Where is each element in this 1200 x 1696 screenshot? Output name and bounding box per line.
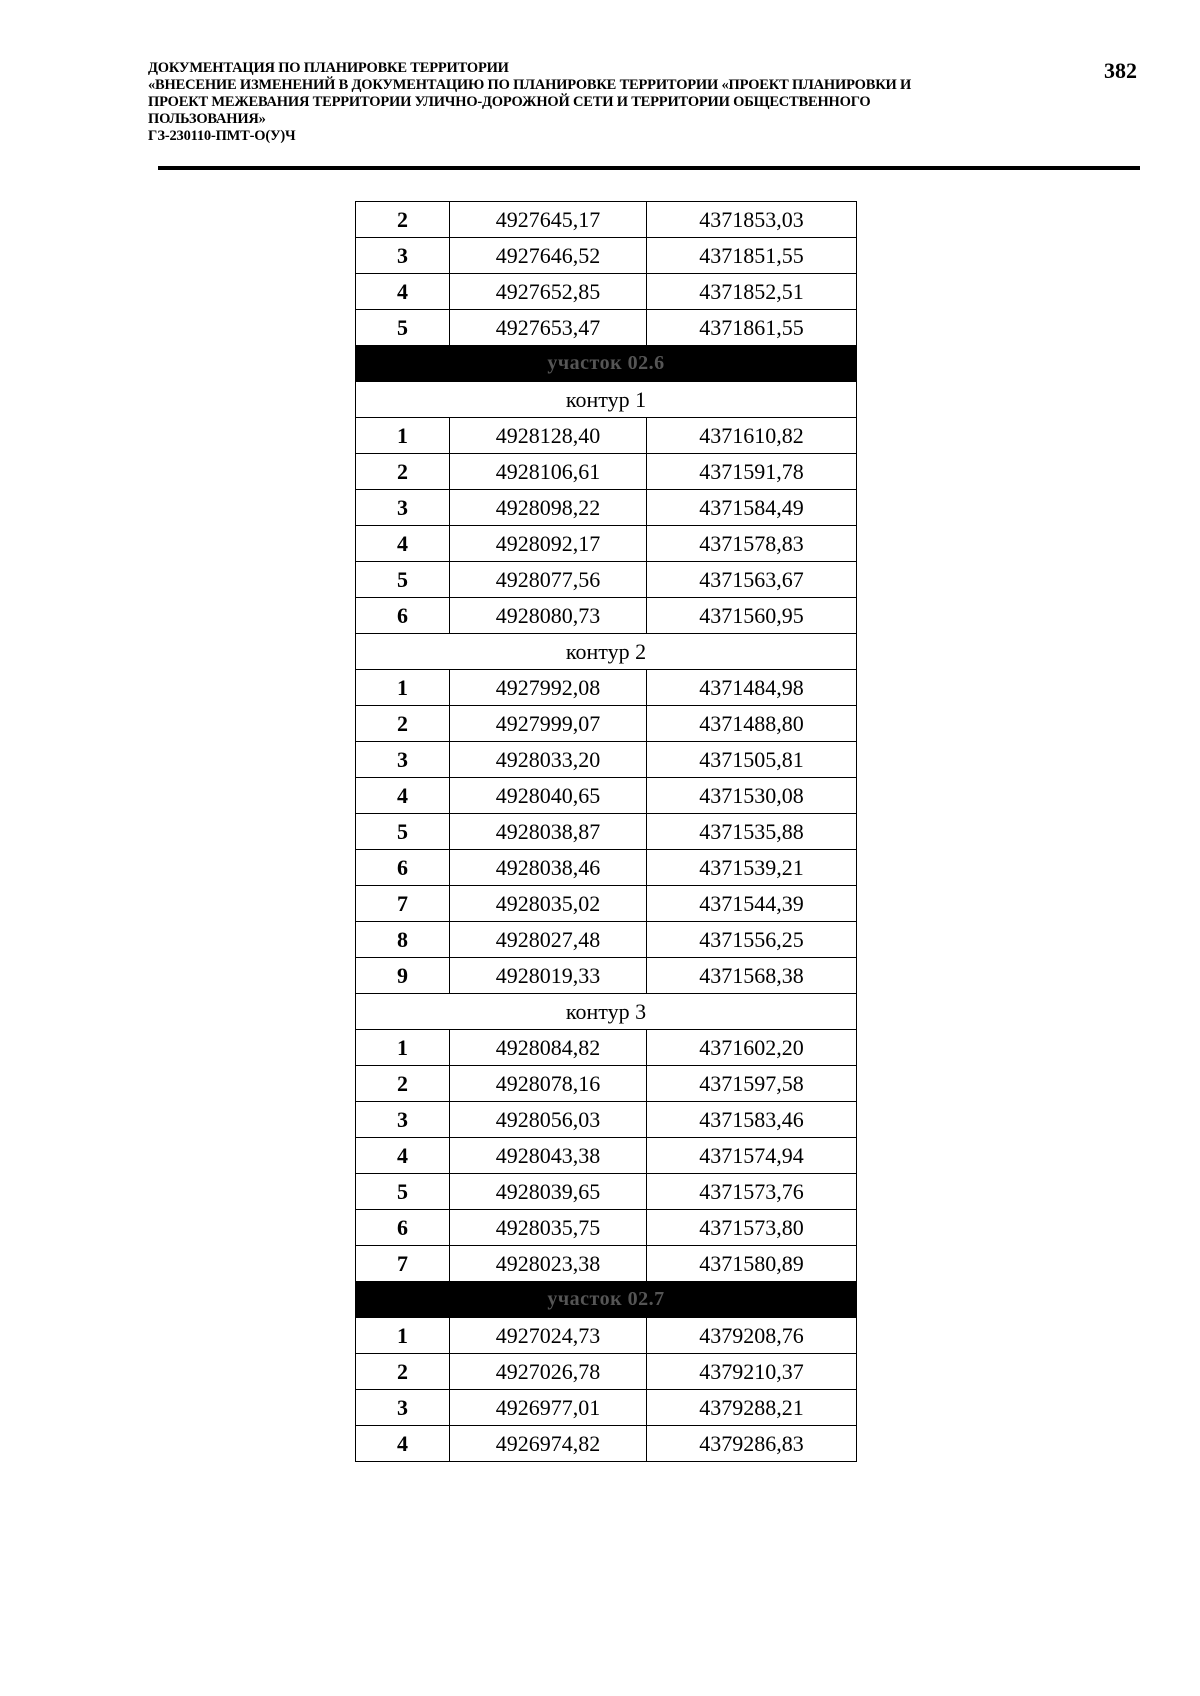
x-coordinate-cell: 4928038,46 bbox=[450, 850, 647, 886]
x-coordinate-cell: 4927026,78 bbox=[450, 1354, 647, 1390]
table-row bbox=[356, 598, 857, 634]
point-number-cell: 5 bbox=[356, 814, 450, 850]
y-coordinate-cell: 4371861,55 bbox=[647, 310, 857, 346]
x-coordinate-cell: 4927646,52 bbox=[450, 238, 647, 274]
x-coordinate-cell: 4928027,48 bbox=[450, 922, 647, 958]
x-coordinate-cell: 4928077,56 bbox=[450, 562, 647, 598]
y-coordinate-cell: 4371484,98 bbox=[647, 670, 857, 706]
point-number-cell: 1 bbox=[356, 1030, 450, 1066]
document-code: ГЗ-230110-ПМТ-О(У)Ч bbox=[148, 128, 296, 144]
y-coordinate-cell: 4371602,20 bbox=[647, 1030, 857, 1066]
x-coordinate-cell: 4928098,22 bbox=[450, 490, 647, 526]
point-number-cell: 3 bbox=[356, 490, 450, 526]
contour-header-row bbox=[356, 994, 857, 1030]
point-number-cell: 3 bbox=[356, 238, 450, 274]
section-label: участок 02.6 bbox=[356, 346, 857, 382]
point-number-cell: 7 bbox=[356, 1246, 450, 1282]
header-line: ДОКУМЕНТАЦИЯ ПО ПЛАНИРОВКЕ ТЕРРИТОРИИ bbox=[148, 60, 509, 76]
table-row bbox=[356, 418, 857, 454]
point-number-cell: 4 bbox=[356, 1138, 450, 1174]
y-coordinate-cell: 4371530,08 bbox=[647, 778, 857, 814]
x-coordinate-cell: 4927024,73 bbox=[450, 1318, 647, 1354]
contour-header-row bbox=[356, 382, 857, 418]
contour-header-row bbox=[356, 634, 857, 670]
x-coordinate-cell: 4928084,82 bbox=[450, 1030, 647, 1066]
y-coordinate-cell: 4371488,80 bbox=[647, 706, 857, 742]
table-row bbox=[356, 1426, 857, 1462]
table-row bbox=[356, 670, 857, 706]
x-coordinate-cell: 4928038,87 bbox=[450, 814, 647, 850]
point-number-cell: 9 bbox=[356, 958, 450, 994]
x-coordinate-cell: 4928078,16 bbox=[450, 1066, 647, 1102]
point-number-cell: 4 bbox=[356, 274, 450, 310]
y-coordinate-cell: 4371573,80 bbox=[647, 1210, 857, 1246]
header-line: «ВНЕСЕНИЕ ИЗМЕНЕНИЙ В ДОКУМЕНТАЦИЮ ПО ПЛАНИРОВКЕ ТЕРРИТОРИИ «ПРОЕКТ ПЛАНИРОВКИ И bbox=[148, 77, 912, 93]
table-row bbox=[356, 1390, 857, 1426]
page-number: 382 bbox=[1104, 58, 1137, 83]
table-row bbox=[356, 958, 857, 994]
y-coordinate-cell: 4379286,83 bbox=[647, 1426, 857, 1462]
table-row bbox=[356, 1210, 857, 1246]
point-number-cell: 2 bbox=[356, 454, 450, 490]
y-coordinate-cell: 4371852,51 bbox=[647, 274, 857, 310]
x-coordinate-cell: 4927992,08 bbox=[450, 670, 647, 706]
table-row bbox=[356, 274, 857, 310]
x-coordinate-cell: 4927999,07 bbox=[450, 706, 647, 742]
x-coordinate-cell: 4928023,38 bbox=[450, 1246, 647, 1282]
y-coordinate-cell: 4379210,37 bbox=[647, 1354, 857, 1390]
table-row bbox=[356, 886, 857, 922]
table-row bbox=[356, 1318, 857, 1354]
x-coordinate-cell: 4928035,75 bbox=[450, 1210, 647, 1246]
x-coordinate-cell: 4927652,85 bbox=[450, 274, 647, 310]
table-row bbox=[356, 310, 857, 346]
x-coordinate-cell: 4928056,03 bbox=[450, 1102, 647, 1138]
point-number-cell: 6 bbox=[356, 850, 450, 886]
table-row bbox=[356, 850, 857, 886]
y-coordinate-cell: 4371539,21 bbox=[647, 850, 857, 886]
table-row bbox=[356, 778, 857, 814]
page-header bbox=[148, 60, 1048, 145]
table-row bbox=[356, 1102, 857, 1138]
table-row bbox=[356, 202, 857, 238]
point-number-cell: 8 bbox=[356, 922, 450, 958]
header-divider bbox=[158, 166, 1140, 170]
contour-label: контур 3 bbox=[356, 994, 857, 1030]
point-number-cell: 4 bbox=[356, 778, 450, 814]
point-number-cell: 6 bbox=[356, 598, 450, 634]
x-coordinate-cell: 4928092,17 bbox=[450, 526, 647, 562]
x-coordinate-cell: 4928033,20 bbox=[450, 742, 647, 778]
table-row bbox=[356, 238, 857, 274]
point-number-cell: 2 bbox=[356, 202, 450, 238]
y-coordinate-cell: 4371580,89 bbox=[647, 1246, 857, 1282]
table-row bbox=[356, 1246, 857, 1282]
point-number-cell: 1 bbox=[356, 418, 450, 454]
contour-label: контур 1 bbox=[356, 382, 857, 418]
document-title-block bbox=[148, 60, 1048, 145]
point-number-cell: 1 bbox=[356, 670, 450, 706]
x-coordinate-cell: 4927645,17 bbox=[450, 202, 647, 238]
point-number-cell: 2 bbox=[356, 1066, 450, 1102]
coordinates-table-body bbox=[356, 202, 857, 1462]
section-label: участок 02.7 bbox=[356, 1282, 857, 1318]
x-coordinate-cell: 4927653,47 bbox=[450, 310, 647, 346]
x-coordinate-cell: 4928128,40 bbox=[450, 418, 647, 454]
y-coordinate-cell: 4371591,78 bbox=[647, 454, 857, 490]
y-coordinate-cell: 4371535,88 bbox=[647, 814, 857, 850]
section-header-row bbox=[356, 1282, 857, 1318]
table-row bbox=[356, 454, 857, 490]
table-row bbox=[356, 1030, 857, 1066]
point-number-cell: 4 bbox=[356, 1426, 450, 1462]
table-row bbox=[356, 562, 857, 598]
y-coordinate-cell: 4379288,21 bbox=[647, 1390, 857, 1426]
point-number-cell: 3 bbox=[356, 742, 450, 778]
x-coordinate-cell: 4928039,65 bbox=[450, 1174, 647, 1210]
y-coordinate-cell: 4371597,58 bbox=[647, 1066, 857, 1102]
table-row bbox=[356, 742, 857, 778]
y-coordinate-cell: 4371573,76 bbox=[647, 1174, 857, 1210]
y-coordinate-cell: 4371556,25 bbox=[647, 922, 857, 958]
y-coordinate-cell: 4371505,81 bbox=[647, 742, 857, 778]
y-coordinate-cell: 4371568,38 bbox=[647, 958, 857, 994]
point-number-cell: 4 bbox=[356, 526, 450, 562]
x-coordinate-cell: 4928040,65 bbox=[450, 778, 647, 814]
y-coordinate-cell: 4371574,94 bbox=[647, 1138, 857, 1174]
x-coordinate-cell: 4926977,01 bbox=[450, 1390, 647, 1426]
point-number-cell: 5 bbox=[356, 1174, 450, 1210]
table-row bbox=[356, 1138, 857, 1174]
point-number-cell: 3 bbox=[356, 1390, 450, 1426]
y-coordinate-cell: 4371853,03 bbox=[647, 202, 857, 238]
table-row bbox=[356, 706, 857, 742]
point-number-cell: 3 bbox=[356, 1102, 450, 1138]
header-line: ПОЛЬЗОВАНИЯ» bbox=[148, 111, 266, 127]
y-coordinate-cell: 4371610,82 bbox=[647, 418, 857, 454]
table-row bbox=[356, 922, 857, 958]
table-row bbox=[356, 526, 857, 562]
x-coordinate-cell: 4928106,61 bbox=[450, 454, 647, 490]
x-coordinate-cell: 4928019,33 bbox=[450, 958, 647, 994]
table-row bbox=[356, 1354, 857, 1390]
point-number-cell: 5 bbox=[356, 562, 450, 598]
point-number-cell: 5 bbox=[356, 310, 450, 346]
coordinates-table bbox=[355, 201, 857, 1462]
y-coordinate-cell: 4371560,95 bbox=[647, 598, 857, 634]
y-coordinate-cell: 4371851,55 bbox=[647, 238, 857, 274]
y-coordinate-cell: 4371583,46 bbox=[647, 1102, 857, 1138]
point-number-cell: 7 bbox=[356, 886, 450, 922]
table-row bbox=[356, 814, 857, 850]
y-coordinate-cell: 4371544,39 bbox=[647, 886, 857, 922]
coordinates-table-container bbox=[355, 201, 856, 1462]
point-number-cell: 2 bbox=[356, 706, 450, 742]
x-coordinate-cell: 4928035,02 bbox=[450, 886, 647, 922]
y-coordinate-cell: 4371563,67 bbox=[647, 562, 857, 598]
header-line: ПРОЕКТ МЕЖЕВАНИЯ ТЕРРИТОРИИ УЛИЧНО-ДОРОЖНОЙ СЕТИ И ТЕРРИТОРИИ ОБЩЕСТВЕННОГО bbox=[148, 94, 871, 110]
table-row bbox=[356, 1174, 857, 1210]
table-row bbox=[356, 1066, 857, 1102]
x-coordinate-cell: 4928043,38 bbox=[450, 1138, 647, 1174]
x-coordinate-cell: 4926974,82 bbox=[450, 1426, 647, 1462]
point-number-cell: 6 bbox=[356, 1210, 450, 1246]
point-number-cell: 2 bbox=[356, 1354, 450, 1390]
y-coordinate-cell: 4371584,49 bbox=[647, 490, 857, 526]
section-header-row bbox=[356, 346, 857, 382]
contour-label: контур 2 bbox=[356, 634, 857, 670]
y-coordinate-cell: 4371578,83 bbox=[647, 526, 857, 562]
y-coordinate-cell: 4379208,76 bbox=[647, 1318, 857, 1354]
table-row bbox=[356, 490, 857, 526]
x-coordinate-cell: 4928080,73 bbox=[450, 598, 647, 634]
point-number-cell: 1 bbox=[356, 1318, 450, 1354]
